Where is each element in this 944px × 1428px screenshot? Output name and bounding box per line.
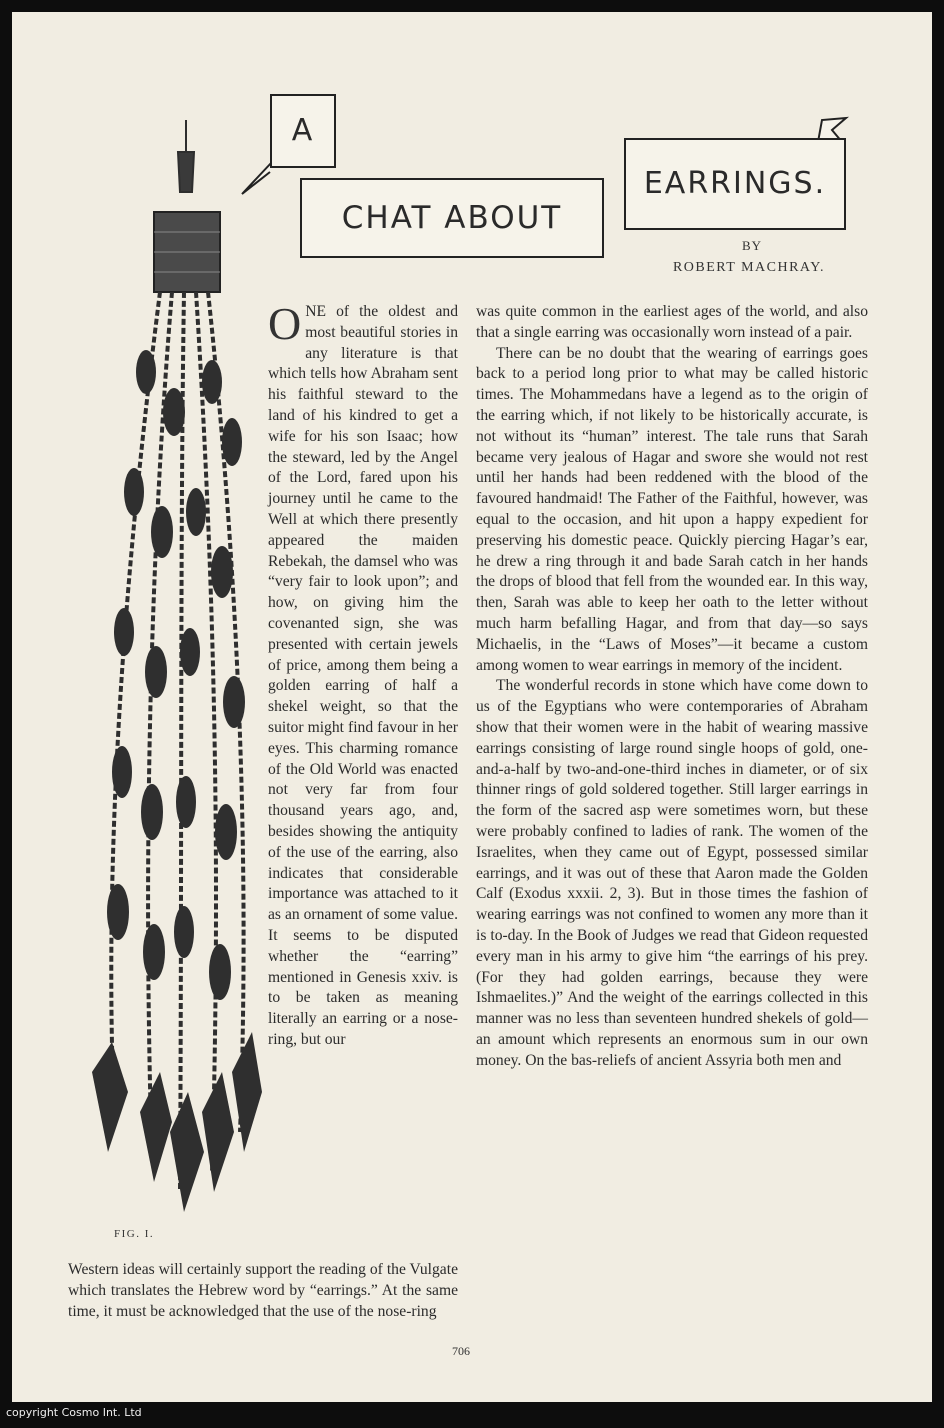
byline-by: BY	[741, 238, 763, 253]
earring-illustration	[62, 112, 262, 1222]
copyright-notice: copyright Cosmo Int. Ltd	[6, 1406, 142, 1419]
bottom-text	[68, 1260, 458, 1322]
title-chat-about: CHAT ABOUT	[300, 178, 604, 258]
right-column	[476, 302, 868, 1071]
paragraph: Western ideas will certainly support the reading of the Vulgate which translates the Hebrew word by “earrings.” At the same time, it must be acknowledged that the use of the nose-ring	[68, 1261, 458, 1320]
title-a: A	[270, 94, 336, 168]
figure-caption: FIG. I.	[114, 1228, 155, 1240]
magazine-page	[12, 12, 932, 1402]
narrow-column	[268, 298, 458, 1051]
paragraph: The wonderful records in stone which have come down to us of the Egyptians who were contemporaries of Abraham show that their women were in the habit of wearing massive earrings consisting of large round single hoops of gold, one-and-a-half by two-and-one-third inches in diameter, or of six thinner rings of gold soldered together. Still larger earrings in the form of the sacred asp were sometimes worn, but these were probably confined to ladies of rank. The women of the Israelites, when they came out of Egypt, possessed similar earrings, and it was out of these that Aaron made the Golden Calf (Exodus xxxii. 2, 3). But in those times the fashion of wearing earrings was not confined to women any more than it is to-day. In the Book of Judges we read that Gideon requested every man in his army to give him “the earrings of his prey. (For they had golden earrings, because they were Ishmaelites.)” And the weight of the earrings collected in this manner was no less than seventeen hundred shekels of gold—an amount which represents an enormous sum in our own money. On the bas-reliefs of ancient Assyria both men and	[476, 677, 868, 1069]
title-earrings: EARRINGS.	[624, 138, 846, 230]
narrow-column-text: NE of the oldest and most beautiful stories in any literature is that which tells how Abraham sent his faithful steward to the land of his kindred to get a wife for his son Isaac; how the steward, led by the Angel of the Lord, fared upon his journey until he came to the Well at which there presently appeared the maiden Rebekah, the damsel who was “very fair to look upon”; and how, on giving him the covenanted sign, she was presented with certain jewels of price, among them being a golden earring of half a shekel weight, so that the suitor might find favour in her eyes. This charming romance of the Old World was enacted not very far from four thousand years ago, and, besides showing the antiquity of the use of the earring, also indicates that considerable importance was attached to it as an ornament of some value. It seems to be disputed whether the “earring” mentioned in Genesis xxiv. is to be taken as meaning literally an earring or a nose-ring, but our	[268, 303, 458, 1048]
page-number: 706	[452, 1344, 470, 1358]
paragraph: There can be no doubt that the wearing of earrings goes back to a period long prior to what may be called historic times. The Mohammedans have a legend as to the origin of the earring which, if not likely to be historically accurate, is not without its “human” interest. The tale runs that Sarah became very jealous of Hagar and swore she would not rest until her hands had been reddened with the blood of the favoured handmaid! The Father of the Faithful, however, was equal to the occasion, and hit upon a happy expedient for preserving his domestic peace. Quickly piercing Hagar’s ear, he drew a ring through it and bade Sarah catch in her hands the drops of blood that fell from the wounded ear. In this way, then, Sarah was able to keep her oath to the letter without much harm befalling Hagar, and from that day—so says Michaelis, in the “Laws of Moses”—it became a custom among women to wear earrings in memory of the incident.	[476, 344, 868, 674]
paragraph: was quite common in the earliest ages of the world, and also that a single earring was occasionally worn instead of a pair.	[476, 303, 868, 341]
byline-author: ROBERT MACHRAY.	[672, 260, 826, 275]
drop-cap: O	[268, 298, 302, 349]
